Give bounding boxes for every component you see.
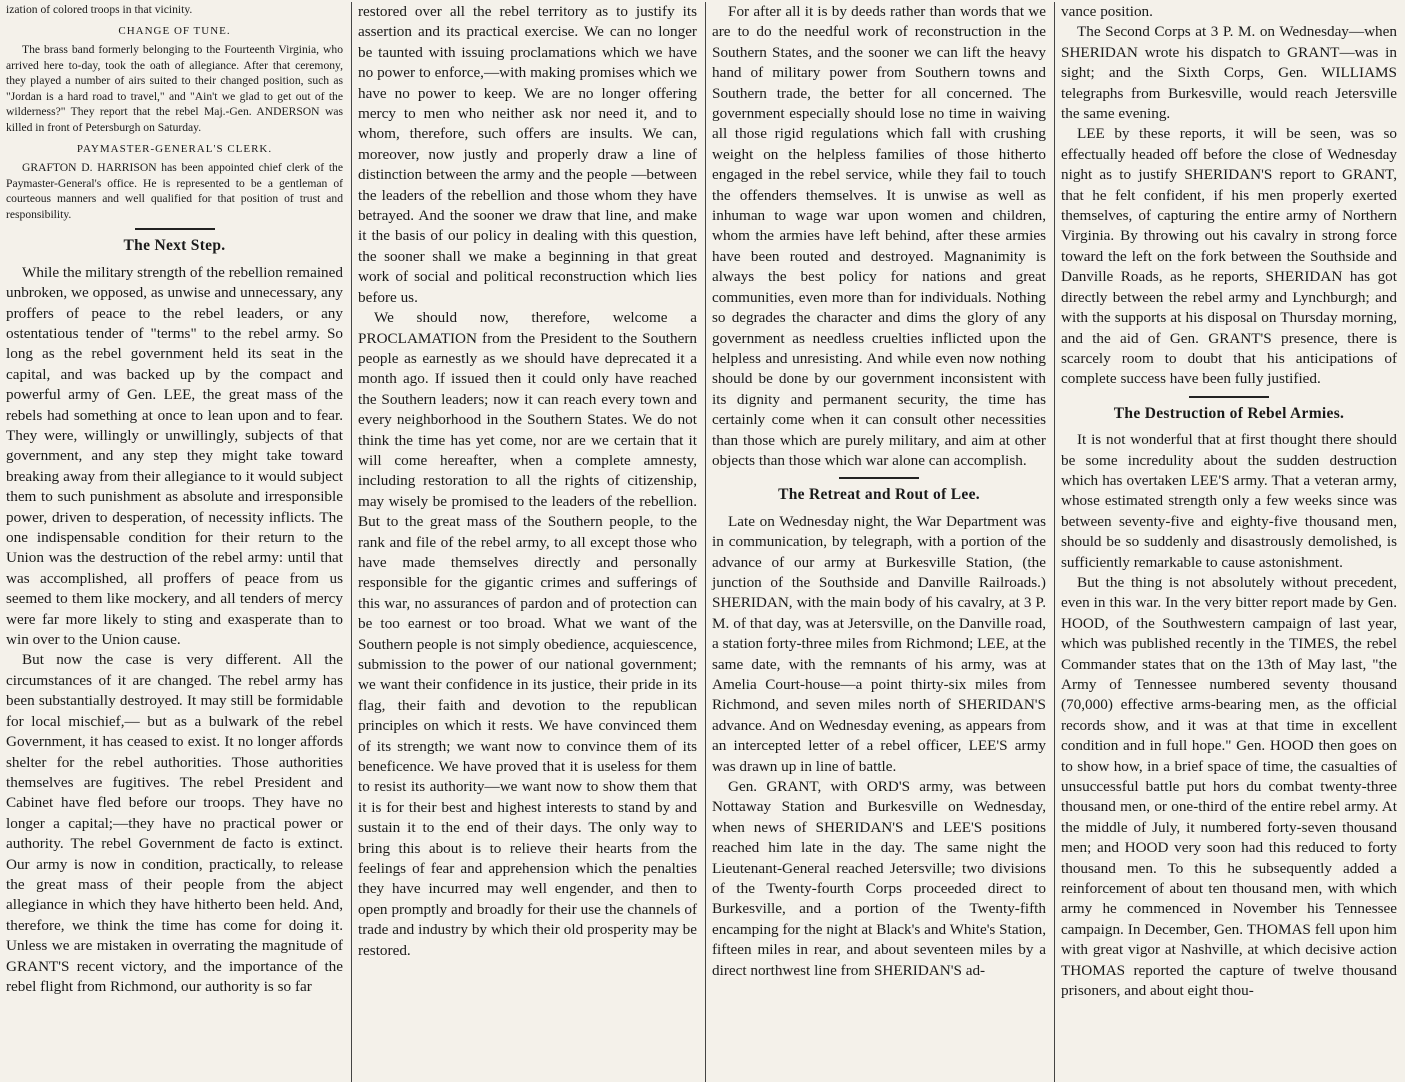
article-paragraph: Late on Wednesday night, the War Department was in communication, by telegraph, with a portion of the advance of our army at Burkesville Station, (the junction of the Southside and Danville Railroads.) SHERIDAN, with the main body of his cavalry, at 3 P. M. of that day, was at Jetersville, on the Danville road, a station forty-three miles from Richmond; LEE, at the same date, with the remnants of his army, was at Amelia Court-house—a point thirty-six miles from Richmond, and seven miles north of SHERIDAN'S advance. And on Wednesday evening, as appears from an intercepted letter of a rebel officer, LEE'S army was drawn up in line of battle. [712,512,1046,775]
article-paragraph: LEE by these reports, it will be seen, was so effectually headed off before the close of Wednesday night as to justify SHERIDAN'S report to GRANT, that he felt confident, if his men properly exerted themselves, of capturing the entire army of Northern Virginia. By throwing out his cavalry in strong force toward the left on the fork between the Southside and Danville Roads, as he reports, SHERIDAN has got directly between the rebel army and Lynchburgh; and with the supports at his disposal on Thursday morning, and the aid of Gen. GRANT'S presence, there is scarcely room to doubt that his anticipations of complete success have been fully justified. [1061,125,1397,388]
article-paragraph: Gen. GRANT, with ORD'S army, was between Nottaway Station and Burkesville on Wednesday, when news of SHERIDAN'S and LEE'S positions reached him late in the day. The same night the Lieutenant-General reached Jetersville; two divisions of the Twenty-fourth Corps proceeded direct to Burkesville, and a portion of the Twenty-fifth encamping for the night at Black's and White's Station, fifteen miles in rear, and about seventeen miles by a direct northwest line from SHERIDAN'S ad- [712,778,1046,979]
article-paragraph: We should now, therefore, welcome a PROCLAMATION from the President to the Southern people as earnestly as we should have deprecated it a month ago. If issued then it could only have reached the Southern leaders; now it can reach every town and every neighborhood in the Southern States. We do not think the time has yet come, nor are we certain that it will come hereafter, when a complete amnesty, including restoration to all the rights of citizenship, may wisely be promised to the leaders of the rebellion. But to the great mass of the Southern people, to the rank and file of the rebel army, to all except those who have made themselves directly and personally responsible for the gigantic crimes and sufferings of this war, no assurances of pardon and of protection can be too earnest or too broad. What we want of the Southern people is not simply obedience, acquiescence, submission to the power of our national government; we want their confidence in its justice, their pride in its flag, their faith and devotion to the republican principles on which it rests. We have convinced them of its strength; we want now to convince them of its beneficence. We have proved that it is useless for them to resist its authority—we want now to show them that it is for their best and highest interests to stand by and sustain it to the end of their days. The only way to bring this about is to relieve their hearts from the feelings of fear and apprehension which the penalties they have incurred may well engender, and then to open promptly and broadly for their use the channels of trade and industry by which their old prosperity may be restored. [358,309,697,959]
article-paragraph: But the thing is not absolutely without precedent, even in this war. In the very bitter report made by Gen. HOOD, of the Southwestern campaign of last year, which was published recently in the TIMES, the rebel Commander states that on the 13th of May last, "the Army of Tennessee numbered seventy thousand (70,000) effective arms-bearing men, as the official records show, and it was at that time in excellent condition and in full hope." Gen. HOOD then goes on to show how, in a brief space of time, the casualties of unsuccessful battle put hors du combat twenty-three thousand men, or one-third of the entire rebel army. At the middle of July, it numbered forty-seven thousand men; and HOOD very soon had this reduced to forty thousand men. To this he subsequently added a reinforcement of about ten thousand men, with which army he commenced in November his Tennessee campaign. In December, Gen. THOMAS fell upon him with great vigor at Nashville, at which decisive action THOMAS reported the capture of twelve thousand prisoners, and about eight thou- [1061,573,1397,1000]
article-paragraph: But now the case is very different. All the circumstances of it are changed. The rebel army has been substantially destroyed. It may still be formidable for local mischief,— but as a bulwark of the rebel Government, it has ceased to exist. It no longer affords shelter for the rebel authorities. Those authorities themselves are fugitives. The rebel President and Cabinet have fled before our troops. They have no longer a capital;—they have no practical power or authority. The rebel Government de facto is extinct. Our army is now in condition, practically, to release the great mass of their people from the abject allegiance in which they have hitherto been held. And, therefore, we think the time has come for doing it. Unless we are mistaken in overrating the magnitude of GRANT'S recent victory, and the importance of the rebel flight from Richmond, our authority is so far [6,651,343,995]
article-paragraph: vance position. [1061,3,1153,20]
column-2 [352,2,706,1082]
column-1 [0,2,352,1082]
top-line: ization of colored troops in that vicinity. [6,3,193,16]
divider [135,228,215,230]
headline-destruction-rebel-armies: The Destruction of Rebel Armies. [1113,404,1345,422]
paymaster-clerk-heading: PAYMASTER-GENERAL'S CLERK. [76,142,273,155]
headline-next-step: The Next Step. [123,237,226,255]
change-of-tune-heading: CHANGE OF TUNE. [118,24,231,37]
divider [839,477,919,479]
article-paragraph: restored over all the rebel territory as to justify its assertion and its practical exercise. We can no longer be taunted with issuing proclamations which we have no power to enforce,—with making promises which we have no power to keep. We are no longer offering mercy to men who neither ask nor need it, and to whom, therefore, such offers are insults. We can, moreover, now justly and properly draw a line of distinction between the army and the people —between the leaders of the rebellion and those whom they have betrayed. And the sooner we draw that line, and make it the basis of our policy in dealing with this question, the sooner shall we make a beginning in that great work of social and political reconstruction which lies before us. [358,3,697,306]
headline-retreat-rout: The Retreat and Rout of Lee. [778,486,980,504]
column-4 [1055,2,1405,1082]
article-paragraph: It is not wonderful that at first thought there should be some incredulity about the sudden destruction which has overtaken LEE'S army. That a veteran army, whose estimated strength only a few weeks since was between seventy-five and eighty-five thousand men, should be so suddenly and disastrously demolished, is sufficiently remarkable to cause astonishment. [1061,431,1397,571]
article-paragraph: For after all it is by deeds rather than words that we are to do the needful work of reconstruction in the Southern States, and the sooner we can lift the heavy hand of military power from Southern towns and Southern trade, the better for all concerned. The government especially should lose no time in waiving all those rigid regulations which fall with crushing weight on the helpless families of those hitherto engaged in the rebel service, while they fail to touch the offenders themselves. It is unwise as well as inhuman to wage war upon women and children, whom the armies have left behind, after these armies have been routed and destroyed. Magnanimity is always the best policy for nations and great communities, even more than for individuals. Nothing so degrades the character and dims the glory of any government as needless cruelties inflicted upon the helpless and unresisting. And while even now nothing should be done by our government inconsistent with its dignity and permanent security, the time has certainly come when it can consult other necessities than those which are purely military, and aim at other objects than those which war alone can accomplish. [712,3,1046,469]
paymaster-clerk-text: GRAFTON D. HARRISON has been appointed chief clerk of the Paymaster-General's office. He is represented to be a gentleman of courteous manners and well qualified for that position of trust and responsibility. [6,160,343,221]
article-paragraph: The Second Corps at 3 P. M. on Wednesday—when SHERIDAN wrote his dispatch to GRANT—was in sight; and the Sixth Corps, Gen. WILLIAMS telegraphs from Burkesville, would reach Jetersville the same evening. [1061,23,1397,123]
article-paragraph: While the military strength of the rebellion remained unbroken, we opposed, as unwise and unnecessary, any proffers of peace to the rebel leaders, or any ostentatious tender of "terms" to the rebel army. So long as the rebel government held its seat in the capital, and was backed up by the compact and powerful army of Gen. LEE, the great mass of the rebels had something at once to lean upon and to fear. They were, willingly or unwillingly, subjects of that government, and any step they might take toward breaking away from their allegiance to it would subject them to such punishment as absolute and irresponsible power, driven to desperation, of necessity inflicts. The one indispensable condition for their return to the Union was the destruction of the rebel army: until that was accomplished, all proffers of peace from us seemed to them like mockery, and all tenders of mercy were far more likely to sting and exasperate than to win over to the Union cause. [6,263,343,649]
divider [1189,396,1269,398]
change-of-tune-text: The brass band formerly belonging to the Fourteenth Virginia, who arrived here to-day, took the oath of allegiance. After that ceremony, they played a number of airs suited to their changed position, such as "Jordan is a hard road to travel," and "Ain't we glad to get out of the wilderness?" They report that the rebel Maj.-Gen. ANDERSON was killed in front of Petersburgh on Saturday. [6,43,343,134]
column-3 [706,2,1055,1082]
